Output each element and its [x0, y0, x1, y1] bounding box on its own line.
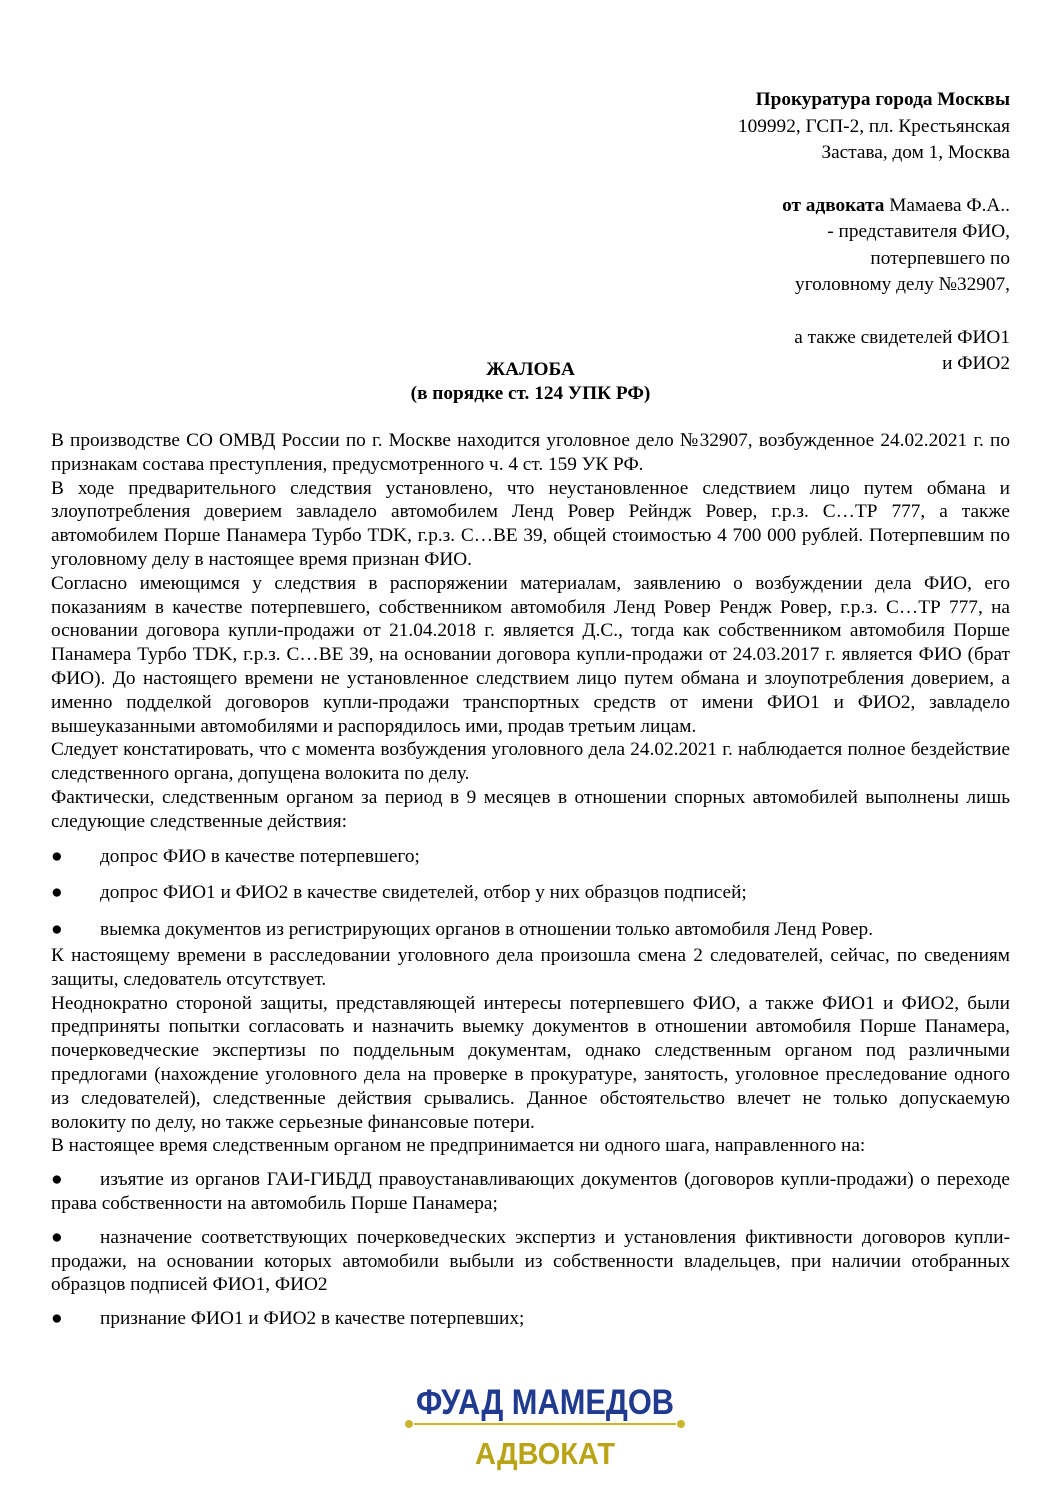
- document-body: [51, 429, 1010, 1341]
- list-item: [51, 918, 1010, 942]
- document-title: [0, 358, 1061, 406]
- paragraph-7: Неоднократно стороной защиты, представляющей интересы потерпевшего ФИО, а также ФИО1 и ФИО2, были предприняты попытки согласовать и назначить выемку документов в отношении автомобиля Порше Панамера, почерковедческие экспертизы по поддельным документам, однако следственным органом под различными предлогами (нахождение уголовного дела на проверке в прокуратуре, занятость, уголовное преследование одного из следователей), следственные действия срывались. Данное обстоятельство влечет не только допускаемую волокиту по делу, но также серьезные финансовые потери.: [51, 992, 1010, 1133]
- title-main: ЖАЛОБА: [486, 359, 575, 380]
- bullet-icon: ●: [51, 882, 63, 904]
- paragraph-8: В настоящее время следственным органом не предпринимается ни одного шага, направленного на:: [51, 1135, 866, 1157]
- title-subtitle: (в порядке ст. 124 УПК РФ): [410, 383, 651, 404]
- list-item: [51, 1307, 1010, 1331]
- lawyer-logo: [400, 1378, 690, 1478]
- list-item: [51, 845, 1010, 869]
- addressee-address-line1: 109992, ГСП-2, пл. Крестьянская: [737, 115, 1010, 137]
- sender-line: [510, 193, 1010, 220]
- list-item: [51, 1168, 1010, 1216]
- list-item: [51, 881, 1010, 905]
- bullet-icon: ●: [51, 1169, 63, 1191]
- bullet-icon: ●: [51, 1226, 63, 1248]
- paragraph-5: Фактически, следственным органом за период в 9 месяцев в отношении спорных автомобилей выполнены лишь следующие следственные действия:: [51, 786, 1010, 832]
- logo-dot-left-icon: [405, 1420, 413, 1428]
- paragraph-1: В производстве СО ОМВД России по г. Москве находится уголовное дело №32907, возбужденное 24.02.2021 г. по признакам состава преступления, предусмотренного ч. 4 ст. 159 УК РФ.: [51, 430, 1010, 475]
- representative-line2: потерпевшего по: [870, 247, 1010, 269]
- bullet-icon: ●: [51, 919, 63, 941]
- list-item-text: выемка документов из регистрирующих органов в отношении только автомобиля Ленд Ровер.: [100, 919, 874, 941]
- witness-line2: и ФИО2: [942, 353, 1010, 374]
- witness-line1: а также свидетелей ФИО1: [794, 326, 1010, 348]
- paragraph-4: Следует констатировать, что с момента возбуждения уголовного дела 24.02.2021 г. наблюдается полное бездействие следственного органа, допущена волокита по делу.: [51, 739, 1010, 785]
- sender-name: Мамаева Ф.А..: [884, 194, 1010, 216]
- list-item-text: изъятие из органов ГАИ-ГИБДД правоустанавливающих документов (договоров купли-продажи) о переходе права собственности на автомобиль Порше Панамера;: [51, 1169, 1010, 1214]
- list-item-text: назначение соответствующих почерковедческих экспертиз и установления фиктивности договоров купли-продажи, на основании которых автомобили выбыли из собственности владельцев, при наличии отобранных образцов подписей ФИО1, ФИО2: [51, 1226, 1010, 1296]
- logo-name: ФУАД МАМЕДОВ: [416, 1383, 674, 1422]
- list-item: [51, 1226, 1010, 1297]
- paragraph-6: К настоящему времени в расследовании уголовного дела произошла смена 2 следователей, сейчас, по сведениям защиты, следователь отсутствует.: [51, 944, 1010, 990]
- addressee-block: [510, 87, 1010, 378]
- paragraph-2: В ходе предварительного следствия установлено, что неустановленное следствием лицо путем обмана и злоупотребления доверием завладело автомобилем Ленд Ровер Рейндж Ровер, г.р.з. С…ТР 777, а также автомобилем Порше Панамера Турбо TDK, г.р.з. С…ВЕ 39, общей стоимостью 4 700 000 рублей. Потерпевшим по уголовному делу в настоящее время признан ФИО.: [51, 477, 1010, 570]
- list-item-text: признание ФИО1 и ФИО2 в качестве потерпевших;: [100, 1308, 525, 1330]
- bullet-icon: ●: [51, 1308, 63, 1330]
- addressee-address-line2: Застава, дом 1, Москва: [821, 142, 1010, 163]
- paragraph-3: Согласно имеющимся у следствия в распоряжении материалам, заявлению о возбуждении дела ФИО, его показаниям в качестве потерпевшего, собственником автомобиля Ленд Ровер Рендж Ровер, г.р.з. С…ТР 777, на основании договора купли-продажи от 21.04.2018 г. является Д.С., тогда как собственником автомобиля Порше Панамера Турбо TDK, г.р.з. С…ВЕ 39, на основании договора купли-продажи от 24.03.2017 г. является ФИО (брат ФИО). До настоящего времени не установленное следствием лицо путем обмана и злоупотребления доверием, а именно подделкой договоров купли-продажи транспортных средств от имени ФИО1 и ФИО2, завладело вышеуказанными автомобилями и распорядилось ими, продав третьим лицам.: [51, 572, 1010, 737]
- list-item-text: допрос ФИО1 и ФИО2 в качестве свидетелей, отбор у них образцов подписей;: [100, 882, 747, 904]
- representative-line1: - представителя ФИО,: [827, 221, 1010, 242]
- bullet-icon: ●: [51, 845, 63, 867]
- sender-label: от адвоката: [782, 194, 885, 216]
- list-item-text: допрос ФИО в качестве потерпевшего;: [100, 845, 420, 867]
- representative-line3: уголовному делу №32907,: [795, 274, 1010, 295]
- logo-dot-right-icon: [677, 1420, 685, 1428]
- logo-subtitle: АДВОКАТ: [475, 1436, 616, 1471]
- addressee-org: Прокуратура города Москвы: [755, 89, 1010, 110]
